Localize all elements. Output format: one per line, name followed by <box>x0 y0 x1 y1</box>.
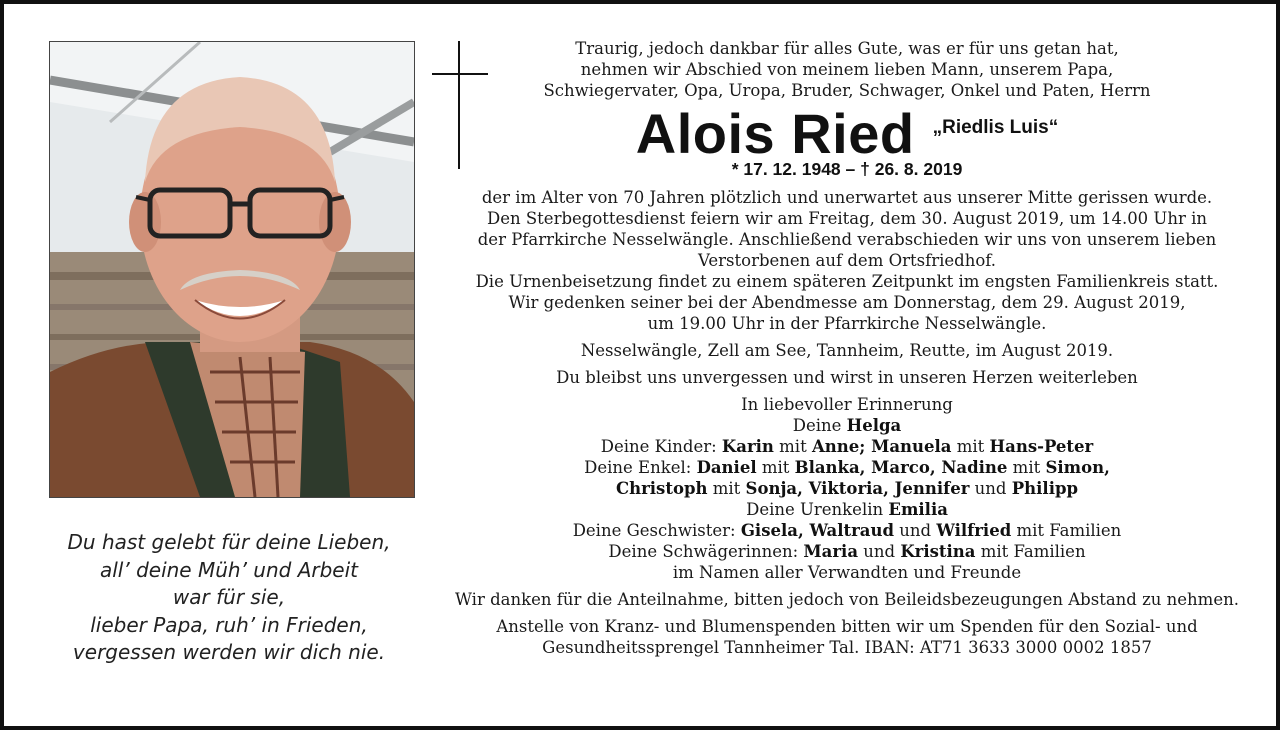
family-intro: In liebevoller Erinnerung <box>741 395 953 414</box>
family-siblings: Deine Geschwister: Gisela, Waltraud und Wilfried mit Familien <box>572 521 1122 540</box>
body-line: der Pfarrkirche Nesselwängle. Anschließend verabschieden wir uns von unserem lieben <box>477 230 1217 249</box>
poem-line: vergessen werden wir dich nie. <box>72 640 386 664</box>
obituary-text <box>444 38 1250 658</box>
poem-line: Du hast gelebt für deine Lieben, <box>67 530 391 554</box>
body-line: Verstorbenen auf dem Ortsfriedhof. <box>697 251 997 270</box>
life-dates: * 17. 12. 1948 – † 26. 8. 2019 <box>731 159 963 179</box>
family-great-grandchild: Deine Urenkelin Emilia <box>746 500 948 519</box>
thanks-line: Wir danken für die Anteilnahme, bitten jedoch von Beileidsbezeugungen Abstand zu nehmen. <box>455 590 1239 609</box>
intro-line: Schwiegervater, Opa, Uropa, Bruder, Schwager, Onkel und Paten, Herrn <box>543 81 1151 100</box>
body-line: Die Urnenbeisetzung findet zu einem späteren Zeitpunkt im engsten Familienkreis statt. <box>475 272 1219 291</box>
body-line: Den Sterbegottesdienst feiern wir am Freitag, dem 30. August 2019, um 14.00 Uhr in <box>487 209 1207 228</box>
donation-line: Anstelle von Kranz- und Blumenspenden bitten wir um Spenden für den Sozial- und <box>496 617 1198 636</box>
deceased-name-row <box>444 103 1250 165</box>
family-children: Deine Kinder: Karin mit Anne; Manuela mit Hans-Peter <box>600 437 1094 456</box>
family-grandchildren-2: Christoph mit Sonja, Viktoria, Jennifer und Philipp <box>615 479 1079 498</box>
family-relatives: im Namen aller Verwandten und Freunde <box>672 563 1022 582</box>
donation-line: Gesundheitssprengel Tannheimer Tal. IBAN: AT71 3633 3000 0002 1857 <box>542 638 1152 657</box>
body-line: der im Alter von 70 Jahren plötzlich und unerwartet aus unserer Mitte gerissen wurde. <box>481 188 1213 207</box>
portrait-photo <box>49 41 415 498</box>
deceased-nickname: „Riedlis Luis“ <box>932 117 1059 138</box>
deceased-name: Alois Ried <box>635 102 915 165</box>
farewell-line: Du bleibst uns unvergessen und wirst in unseren Herzen weiterleben <box>556 368 1138 387</box>
poem-line: all’ deine Müh’ und Arbeit <box>99 557 358 582</box>
body-line: um 19.00 Uhr in der Pfarrkirche Nesselwängle. <box>647 314 1047 333</box>
intro-line: nehmen wir Abschied von meinem lieben Mann, unserem Papa, <box>580 60 1114 79</box>
place-date: Nesselwängle, Zell am See, Tannheim, Reutte, im August 2019. <box>580 341 1114 360</box>
body-line: Wir gedenken seiner bei der Abendmesse am Donnerstag, dem 29. August 2019, <box>508 293 1186 312</box>
portrait-image <box>50 42 414 497</box>
wife-name: Helga <box>846 416 902 435</box>
poem-line: war für sie, <box>172 585 286 609</box>
intro-line: Traurig, jedoch dankbar für alles Gute, was er für uns getan hat, <box>575 39 1119 58</box>
memorial-poem <box>44 529 414 667</box>
family-sisters-in-law: Deine Schwägerinnen: Maria und Kristina mit Familien <box>608 542 1086 561</box>
family-grandchildren: Deine Enkel: Daniel mit Blanka, Marco, Nadine mit Simon, <box>584 458 1110 477</box>
family-wife: Deine Helga <box>792 416 902 435</box>
poem-line: lieber Papa, ruh’ in Frieden, <box>90 612 368 637</box>
